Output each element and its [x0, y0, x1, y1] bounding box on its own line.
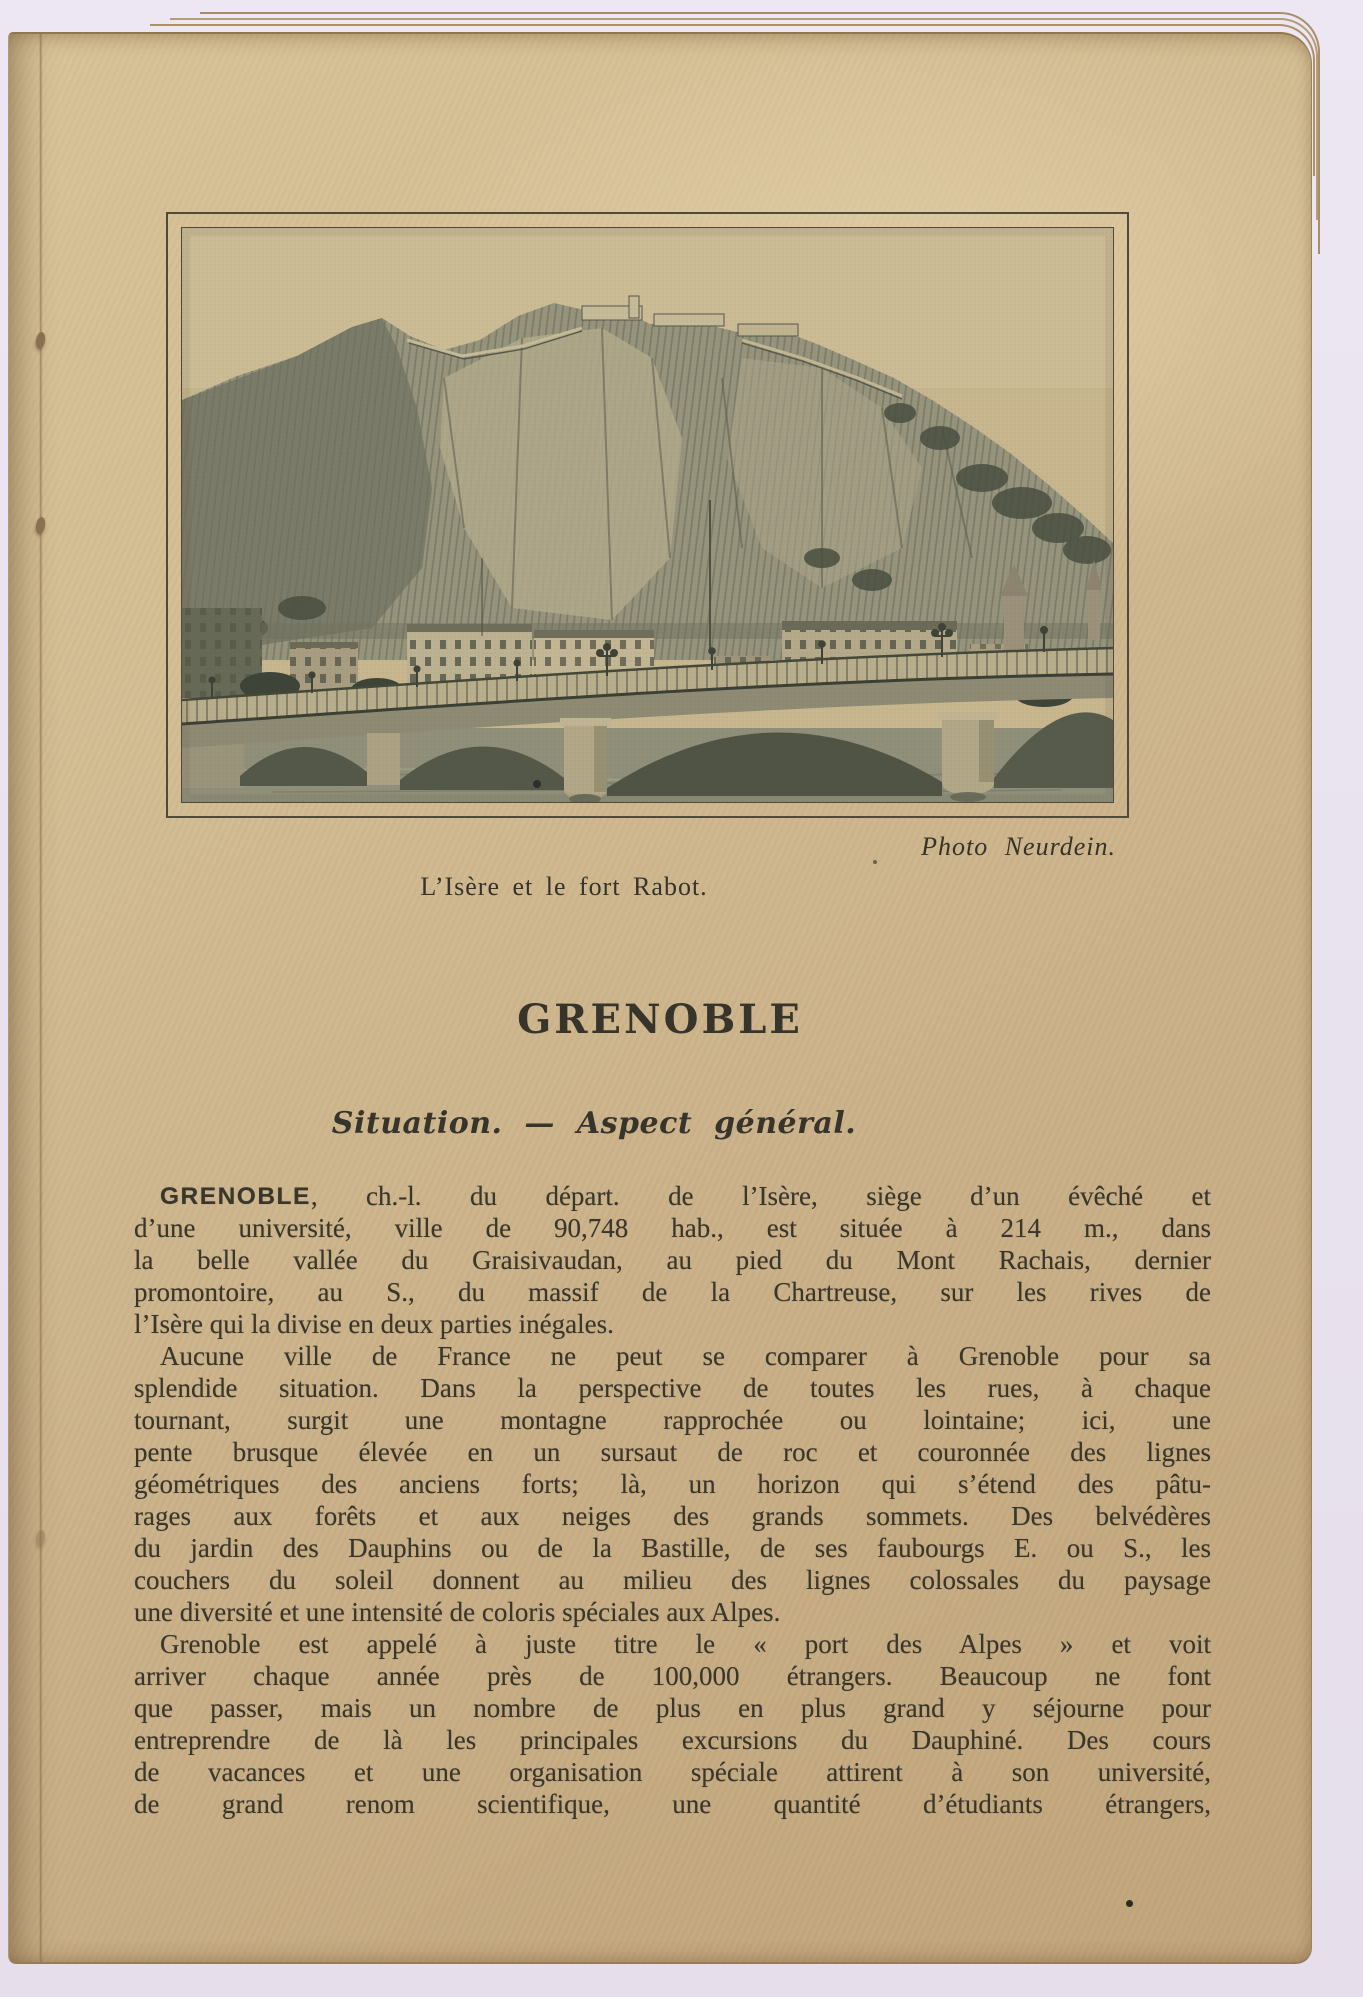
text-line: tournant, surgit une montagne rapprochée ou lointaine; ici, une	[134, 1405, 1211, 1435]
text-line: arriver chaque année près de 100,000 étrangers. Beaucoup ne font	[134, 1661, 1211, 1691]
text-line: la belle vallée du Graisivaudan, au pied du Mont Rachais, dernier	[134, 1245, 1211, 1275]
binding-stitch	[35, 331, 47, 349]
photo	[181, 227, 1114, 803]
paragraph	[134, 1340, 1211, 1628]
paragraph	[134, 1180, 1211, 1340]
text-line: que passer, mais un nombre de plus en plus grand y séjourne pour	[134, 1693, 1211, 1723]
page-title: GRENOBLE	[517, 996, 803, 1043]
text-line: de grand renom scientifique, une quantité d’étudiants étrangers,	[134, 1789, 1211, 1819]
halftone-photo	[182, 228, 1113, 802]
text-line: promontoire, au S., du massif de la Chartreuse, sur les rives de	[134, 1277, 1211, 1307]
text-line: Grenoble est appelé à juste titre le « port des Alpes » et voit	[160, 1629, 1211, 1659]
body-text	[134, 1180, 1211, 1820]
text-line-content: , ch.-l. du départ. de l’Isère, siège d’un évêché et	[310, 1181, 1211, 1211]
text-line: une diversité et une intensité de coloris spéciales aux Alpes.	[134, 1597, 781, 1627]
text-line: rages aux forêts et aux neiges des grands sommets. Des belvédères	[134, 1501, 1211, 1531]
photo-credit: Photo Neurdein.	[921, 832, 1116, 861]
text-line: d’une université, ville de 90,748 hab., est située à 214 m., dans	[134, 1213, 1211, 1243]
photo-frame	[166, 212, 1129, 818]
ink-speck	[873, 860, 877, 864]
lead-word: GRENOBLE	[160, 1183, 311, 1210]
text-line: pente brusque élevée en un sursaut de roc et couronnée des lignes	[134, 1437, 1211, 1467]
text-line: du jardin des Dauphins ou de la Bastille, de ses faubourgs E. ou S., les	[134, 1533, 1211, 1563]
text-line: l’Isère qui la divise en deux parties inégales.	[134, 1309, 614, 1339]
ink-speck	[1126, 1900, 1133, 1907]
binding-stitch	[35, 1529, 47, 1547]
section-heading: Situation. — Aspect général.	[331, 1106, 857, 1141]
text-line: de vacances et une organisation spéciale attirent à son université,	[134, 1757, 1211, 1787]
text-line: géométriques des anciens forts; là, un horizon qui s’étend des pâtu-	[134, 1469, 1211, 1499]
text-line	[134, 1180, 1211, 1212]
text-line: couchers du soleil donnent au milieu des lignes colossales du paysage	[134, 1565, 1211, 1595]
text-line: entreprendre de là les principales excursions du Dauphiné. Des cours	[134, 1725, 1211, 1755]
binding-stitch	[35, 516, 47, 534]
text-line: Aucune ville de France ne peut se comparer à Grenoble pour sa	[160, 1341, 1211, 1371]
book-page	[8, 32, 1312, 1964]
paragraph	[134, 1628, 1211, 1820]
photo-caption: L’Isère et le fort Rabot.	[420, 872, 708, 901]
text-line: splendide situation. Dans la perspective de toutes les rues, à chaque	[134, 1373, 1211, 1403]
